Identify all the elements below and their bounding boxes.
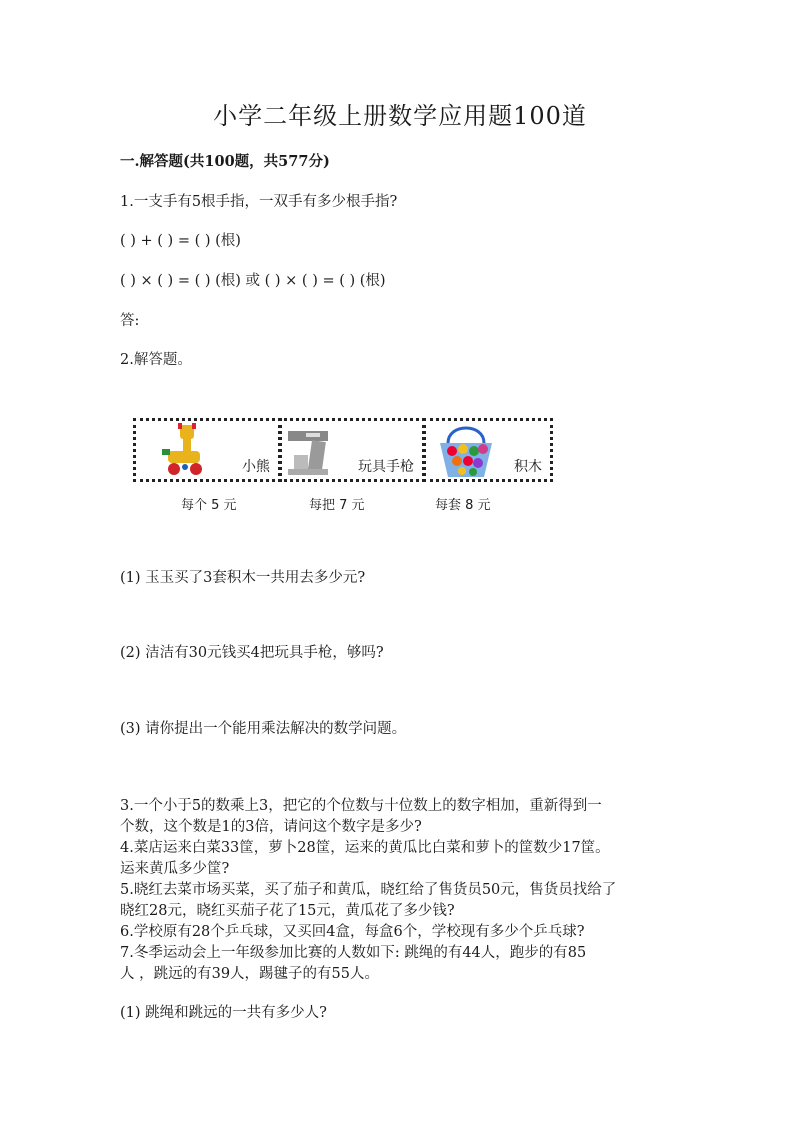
item-cell-gun [279, 418, 425, 482]
item-cell-bear [133, 418, 281, 482]
q1-addition-blank: ( ) + ( ) = ( ) (根) [120, 233, 241, 249]
q1-answer-label: 答: [120, 313, 140, 329]
question-4-line-2: 运来黄瓜多少筐? [120, 861, 230, 877]
question-2: 2.解答题。 [120, 352, 192, 368]
question-5-line-2: 晓红28元，晓红买茄子花了15元，黄瓜花了多少钱? [120, 903, 455, 919]
block-basket-icon [436, 421, 496, 479]
toy-giraffe-icon [154, 423, 214, 477]
q1-multiplication-blank: ( ) × ( ) = ( ) (根) 或 ( ) × ( ) = ( ) (根) [120, 273, 386, 289]
price-figure [133, 416, 553, 516]
q7-sub-1: (1) 跳绳和跳远的一共有多少人? [120, 1005, 327, 1021]
item-cell-blocks [423, 418, 553, 482]
item-price-bear: 每个 5 元 [181, 498, 237, 513]
question-7-line-2: 人 ，跳远的有39人，踢毽子的有55人。 [120, 966, 380, 982]
item-price-gun: 每把 7 元 [309, 498, 365, 513]
section-heading: 一.解答题(共100题，共577分) [120, 153, 330, 170]
toy-gun-icon [288, 425, 340, 477]
q2-sub-2: (2) 洁洁有30元钱买4把玩具手枪，够吗? [120, 645, 384, 661]
question-6: 6.学校原有28个乒乓球，又买回4盒，每盒6个，学校现有多少个乒乓球? [120, 924, 585, 940]
question-5-line-1: 5.晓红去菜市场买菜，买了茄子和黄瓜，晓红给了售货员50元，售货员找给了 [120, 882, 617, 898]
item-label-blocks: 积木 [514, 459, 542, 475]
question-3-line-1: 3.一个小于5的数乘上3，把它的个位数与十位数上的数字相加，重新得到一 [120, 798, 602, 814]
question-7-line-1: 7.冬季运动会上一年级参加比赛的人数如下: 跳绳的有44人，跑步的有85 [120, 945, 587, 961]
page-title: 小学二年级上册数学应用题100道 [213, 102, 587, 130]
item-price-blocks: 每套 8 元 [435, 498, 491, 513]
question-1: 1.一支手有5根手指，一双手有多少根手指? [120, 194, 398, 210]
question-4-line-1: 4.菜店运来白菜33筐，萝卜28筐，运来的黄瓜比白菜和萝卜的筐数少17筐。 [120, 840, 610, 856]
item-label-gun: 玩具手枪 [358, 459, 414, 475]
item-label-bear: 小熊 [242, 459, 270, 475]
q2-sub-1: (1) 玉玉买了3套积木一共用去多少元? [120, 570, 366, 586]
q2-sub-3: (3) 请你提出一个能用乘法解决的数学问题。 [120, 721, 407, 737]
question-3-line-2: 个数，这个数是1的3倍，请问这个数字是多少? [120, 819, 422, 835]
